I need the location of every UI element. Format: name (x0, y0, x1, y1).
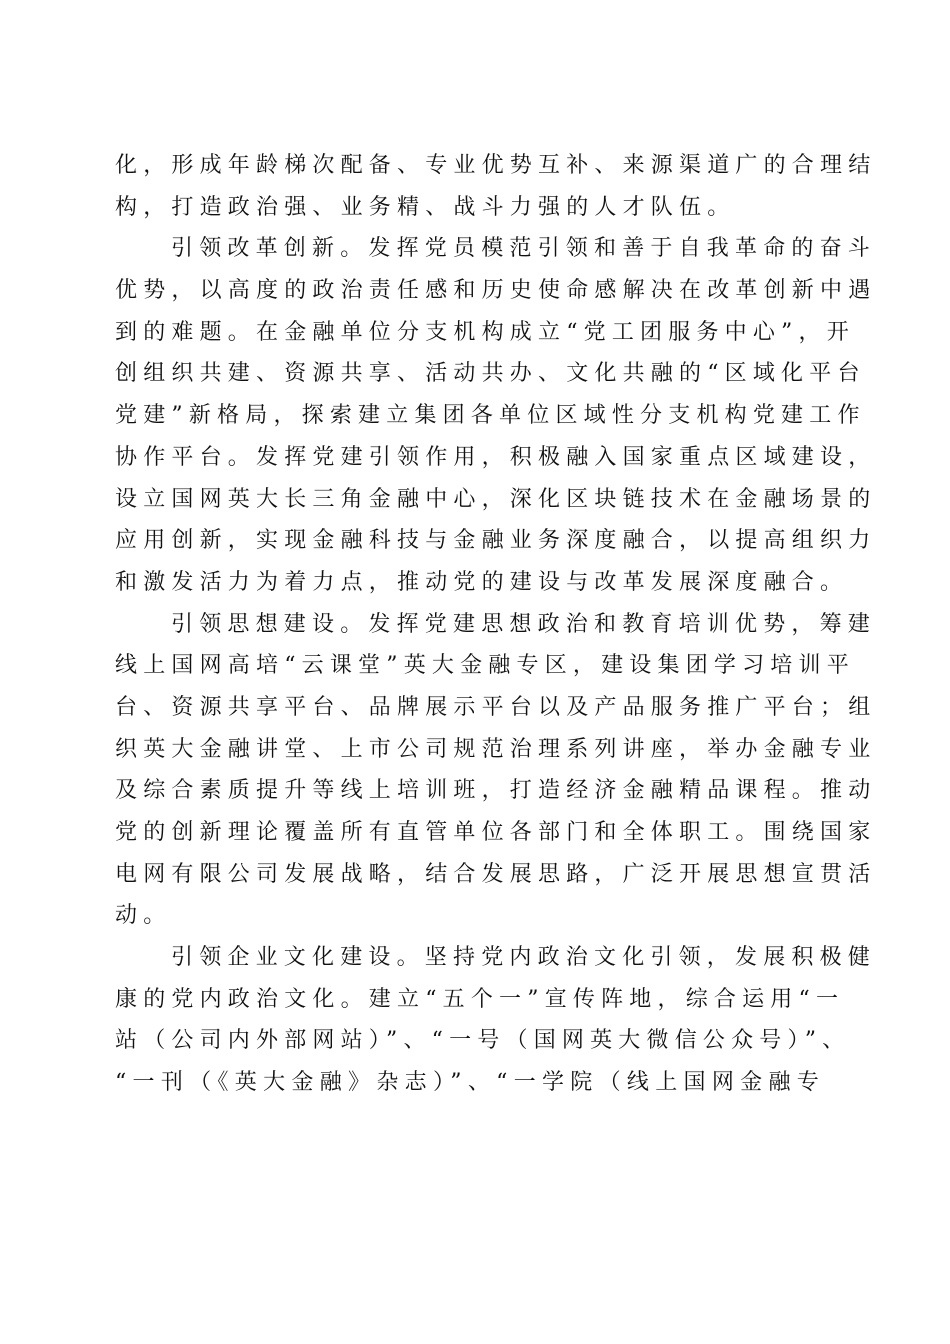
text-line: 到的难题。在金融单位分支机构成立“党工团服务中心”，开 (115, 319, 855, 345)
text-line: 康的党内政治文化。建立“五个一”宣传阵地，综合运用“一 (115, 986, 845, 1012)
text-line: “一刊（《英大金融》杂志）”、“一学院（线上国网金融专 (115, 1070, 825, 1096)
text-line: 党建”新格局，探索建立集团各单位区域性分支机构党建工作 (115, 403, 866, 429)
text-line: 站（公司内外部网站）”、“一号（国网英大微信公众号）”、 (115, 1028, 851, 1054)
text-line: 化，形成年龄梯次配备、专业优势互补、来源渠道广的合理结 (115, 153, 877, 178)
text-line: 应用创新，实现金融科技与金融业务深度融合，以提高组织力 (115, 528, 877, 554)
text-line: 电网有限公司发展战略，结合发展思路，广泛开展思想宣贯活 (115, 861, 877, 887)
text-line: 优势，以高度的政治责任感和历史使命感解决在改革创新中遇 (115, 278, 877, 304)
text-line: 协作平台。发挥党建引领作用，积极融入国家重点区域建设， (115, 444, 877, 470)
text-line: 台、资源共享平台、品牌展示平台以及产品服务推广平台；组 (115, 694, 877, 720)
text-line: 设立国网英大长三角金融中心，深化区块链技术在金融场景的 (115, 486, 877, 512)
text-line: 和激发活力为着力点，推动党的建设与改革发展深度融合。 (115, 569, 849, 595)
text-line: 动。 (115, 903, 172, 929)
text-line: 织英大金融讲堂、上市公司规范治理系列讲座，举办金融专业 (115, 736, 877, 762)
text-line: 线上国网高培“云课堂”英大金融专区，建设集团学习培训平 (115, 653, 855, 679)
text-line: 党的创新理论覆盖所有直管单位各部门和全体职工。围绕国家 (115, 820, 877, 845)
paragraph-corporate-culture (115, 937, 877, 1104)
paragraph-ideological-building (115, 604, 877, 938)
text-line: 引领思想建设。发挥党建思想政治和教育培训优势，筹建 (171, 611, 877, 637)
text-line: 创组织共建、资源共享、活动共办、文化共融的“区域化平台 (115, 361, 866, 387)
text-line: 引领改革创新。发挥党员模范引领和善于自我革命的奋斗 (171, 236, 877, 262)
text-line: 构，打造政治强、业务精、战斗力强的人才队伍。 (115, 194, 736, 220)
paragraph-reform-innovation (115, 228, 877, 603)
text-line: 引领企业文化建设。坚持党内政治文化引领，发展积极健 (171, 945, 877, 971)
paragraph-continuation (115, 145, 877, 228)
body-text (115, 145, 877, 1104)
text-line: 及综合素质提升等线上培训班，打造经济金融精品课程。推动 (115, 778, 877, 804)
